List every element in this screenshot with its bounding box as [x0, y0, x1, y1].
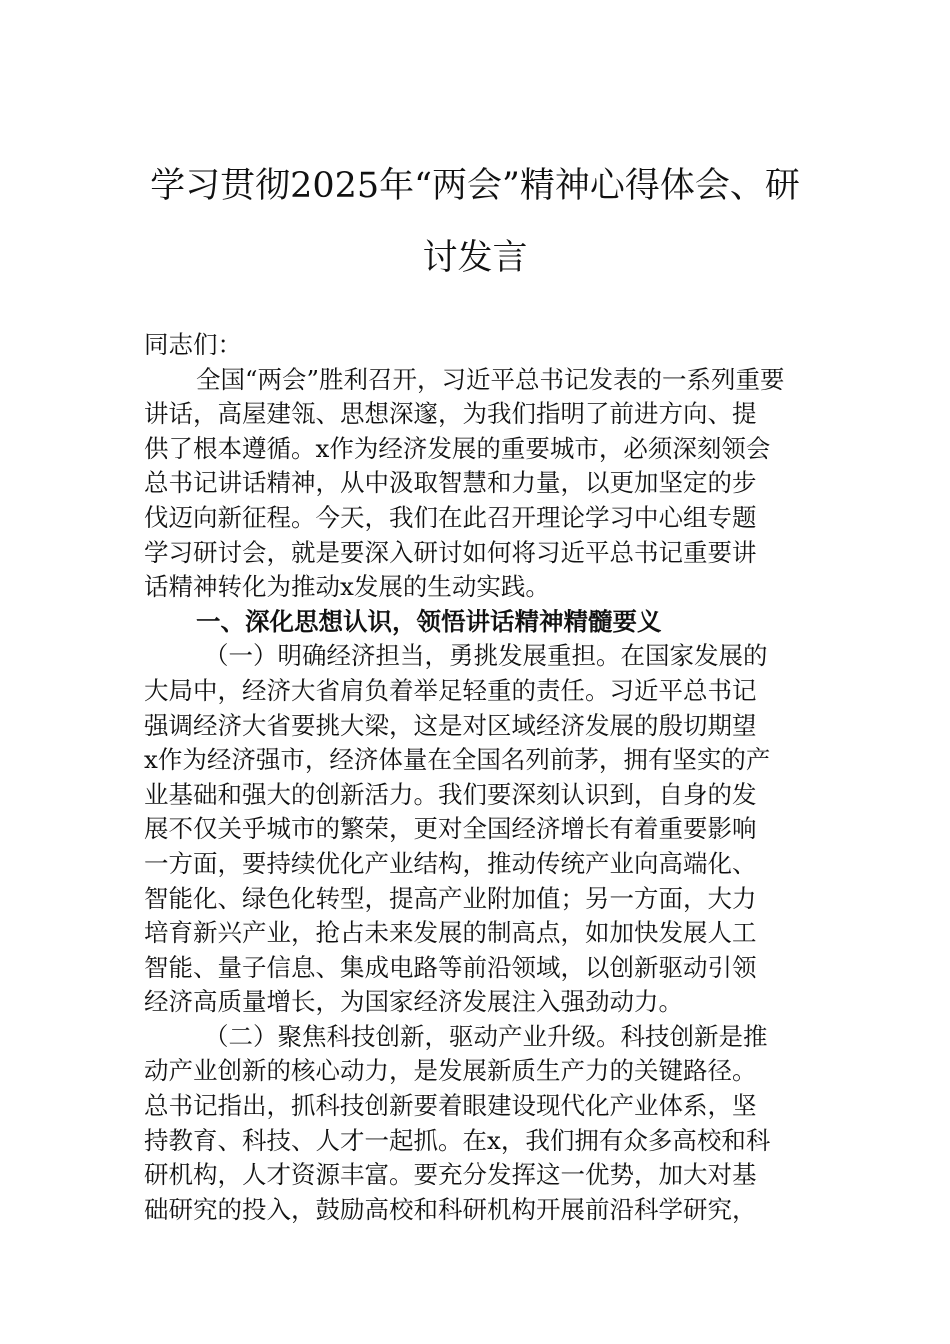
- text-line: （一）明确经济担当，勇挑发展重担。在国家发展的: [204, 641, 768, 671]
- text-line: 供了根本遵循。x作为经济发展的重要城市，必须深刻领会: [144, 433, 771, 463]
- text-line: 智能、量子信息、集成电路等前沿领域，以创新驱动引领: [144, 952, 757, 982]
- text-line: x作为经济强市，经济体量在全国名列前茅，拥有坚实的产: [144, 745, 771, 775]
- text-line: 总书记指出，抓科技创新要着眼建设现代化产业体系，坚: [144, 1091, 757, 1121]
- text-line: 全国“两会”胜利召开，习近平总书记发表的一系列重要: [196, 364, 785, 394]
- text-line: 大局中，经济大省肩负着举足轻重的责任。习近平总书记: [144, 675, 757, 705]
- text-line: 业基础和强大的创新活力。我们要深刻认识到，自身的发: [144, 779, 757, 809]
- text-line: 总书记讲话精神，从中汲取智慧和力量，以更加坚定的步: [144, 468, 757, 498]
- salutation: 同志们：: [144, 330, 242, 359]
- text-line: 话精神转化为推动x发展的生动实践。: [144, 572, 550, 602]
- text-line: （二）聚焦科技创新，驱动产业升级。科技创新是推: [204, 1021, 768, 1051]
- text-line: 强调经济大省要挑大梁，这是对区域经济发展的殷切期望: [144, 710, 757, 740]
- text-line: 学习研讨会，就是要深入研讨如何将习近平总书记重要讲: [144, 537, 757, 567]
- paragraph-two: [144, 1020, 814, 1228]
- text-line: 展不仅关乎城市的繁荣，更对全国经济增长有着重要影响: [144, 814, 757, 844]
- text-line: 培育新兴产业，抢占未来发展的制高点，如加快发展人工: [144, 918, 757, 948]
- text-line: 伐迈向新征程。今天，我们在此召开理论学习中心组专题: [144, 502, 757, 532]
- section-heading: 一、深化思想认识，领悟讲话精神精髓要义: [196, 606, 662, 636]
- paragraph-one: [144, 639, 814, 1020]
- document-title-line-1: 学习贯彻2025年“两会”精神心得体会、研: [150, 166, 800, 206]
- document-title-line-2: 讨发言: [422, 238, 528, 278]
- document-body: [144, 328, 814, 1227]
- intro-paragraph: [144, 363, 814, 605]
- text-line: 经济高质量增长，为国家经济发展注入强劲动力。: [144, 987, 683, 1017]
- text-line: 持教育、科技、人才一起抓。在x，我们拥有众多高校和科: [144, 1125, 771, 1155]
- text-line: 研机构，人才资源丰富。要充分发挥这一优势，加大对基: [144, 1160, 757, 1190]
- text-line: 一方面，要持续优化产业结构，推动传统产业向高端化、: [144, 848, 757, 878]
- text-line: 动产业创新的核心动力，是发展新质生产力的关键路径。: [144, 1056, 757, 1086]
- text-line: 智能化、绿色化转型，提高产业附加值；另一方面，大力: [144, 883, 757, 913]
- text-line: 础研究的投入，鼓励高校和科研机构开展前沿科学研究，: [144, 1194, 757, 1224]
- text-line: 讲话，高屋建瓴、思想深邃，为我们指明了前进方向、提: [144, 399, 757, 429]
